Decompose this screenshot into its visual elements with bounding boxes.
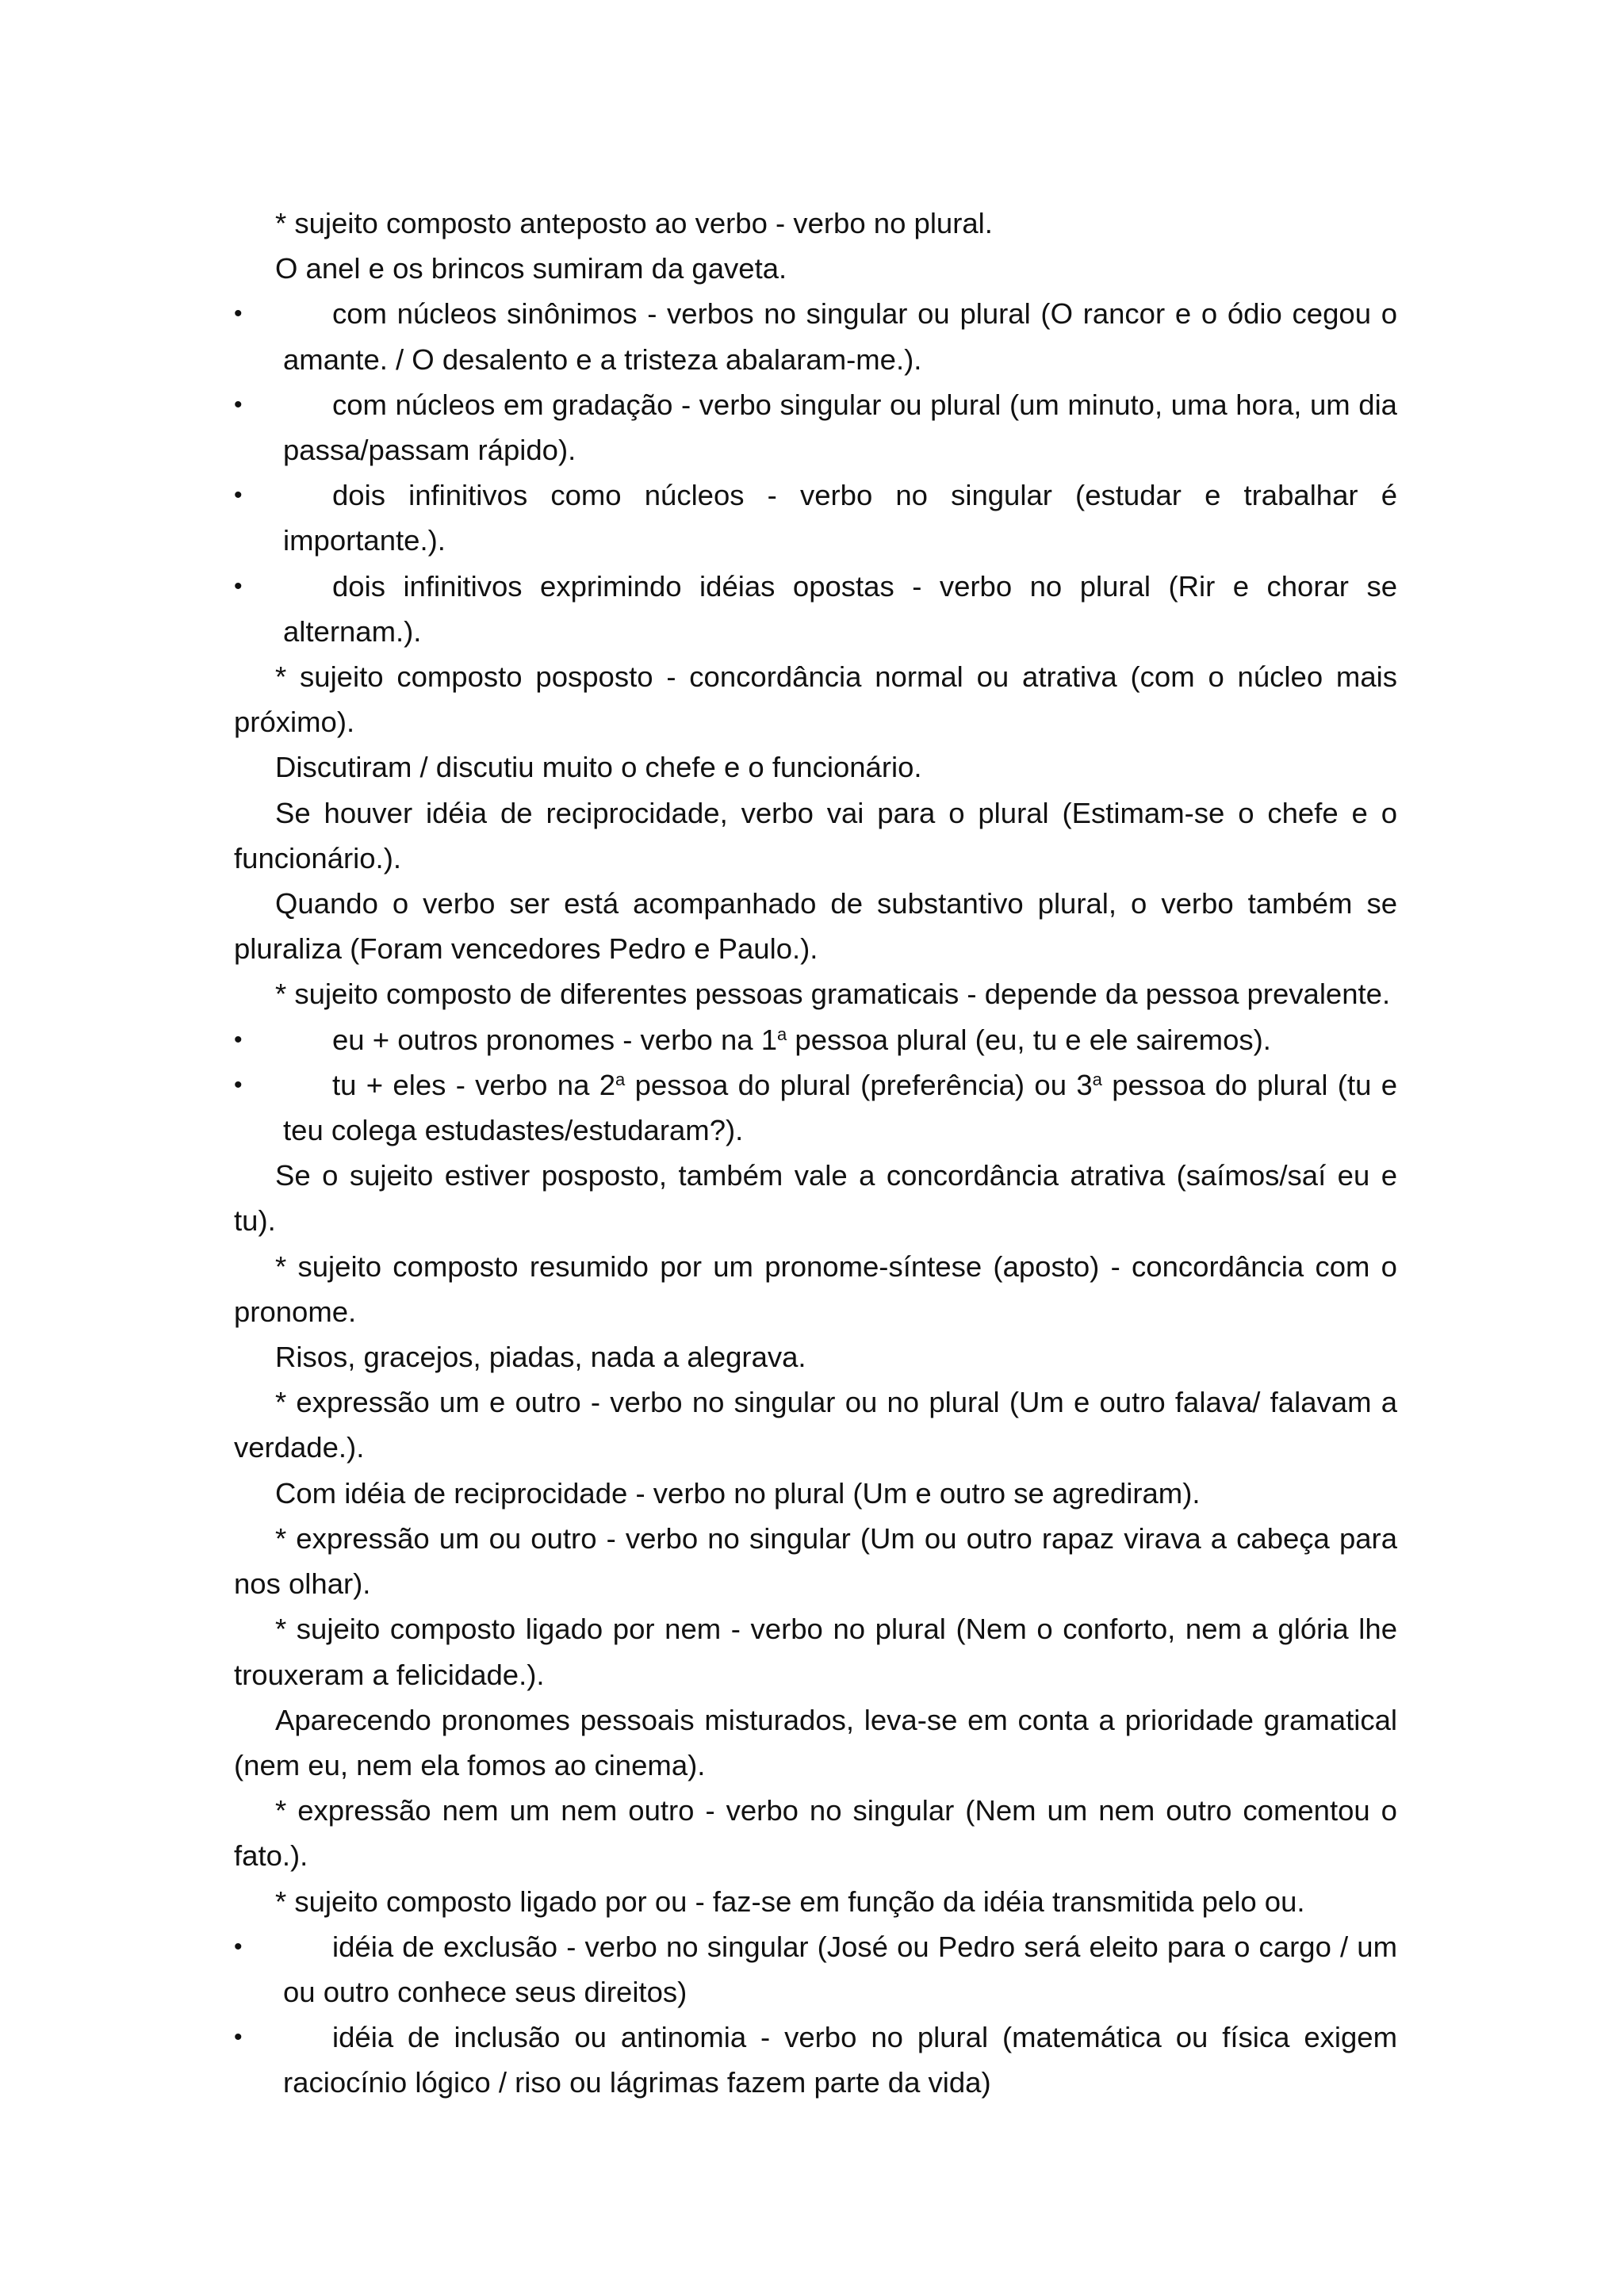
- paragraph: * expressão nem um nem outro - verbo no singular (Nem um nem outro comentou o fato.).: [234, 1794, 1397, 1873]
- paragraph: * expressão um e outro - verbo no singular ou no plural (Um e outro falava/ falavam a verdade.).: [234, 1386, 1397, 1464]
- bullet-item: [234, 1017, 1397, 1062]
- document-body: [234, 201, 1397, 2106]
- text-run: pessoa do plural (tu e teu colega estudastes/estudaram?).: [283, 1068, 1398, 1147]
- paragraph: Se o sujeito estiver posposto, também vale a concordância atrativa (saímos/saí eu e tu).: [234, 1159, 1397, 1238]
- paragraph: * sujeito composto posposto - concordância normal ou atrativa (com o núcleo mais próximo).: [234, 660, 1397, 739]
- paragraph: * sujeito composto anteposto ao verbo - verbo no plural.: [275, 207, 993, 239]
- paragraph: * sujeito composto de diferentes pessoas gramaticais - depende da pessoa prevalente.: [275, 978, 1391, 1011]
- paragraph: Se houver idéia de reciprocidade, verbo vai para o plural (Estimam-se o chefe e o funcionário.).: [234, 796, 1397, 874]
- bullet-item: [234, 1062, 1397, 1153]
- ordinal-superscript: a: [777, 1024, 787, 1044]
- bullet-item: [234, 564, 1397, 654]
- text-run: pessoa plural (eu, tu e ele sairemos).: [787, 1023, 1271, 1056]
- bullet-text: dois infinitivos como núcleos - verbo no singular (estudar e trabalhar é importante.).: [283, 479, 1397, 557]
- paragraph: Com idéia de reciprocidade - verbo no plural (Um e outro se agrediram).: [275, 1476, 1201, 1510]
- bullet-item: [234, 382, 1397, 473]
- ordinal-superscript: a: [1092, 1069, 1102, 1089]
- paragraph: Risos, gracejos, piadas, nada a alegrava.: [275, 1341, 806, 1374]
- text-run: tu + eles - verbo na 2: [332, 1068, 616, 1101]
- paragraph: * sujeito composto ligado por nem - verbo no plural (Nem o conforto, nem a glória lhe trouxeram a felicidade.).: [234, 1613, 1397, 1691]
- paragraph: * sujeito composto ligado por ou - faz-se em função da idéia transmitida pelo ou.: [275, 1885, 1305, 1918]
- bullet-marker: •: [234, 482, 243, 509]
- paragraph: Quando o verbo ser está acompanhado de substantivo plural, o verbo também se pluraliza (Foram vencedores Pedro e Paulo.).: [234, 887, 1397, 966]
- bullet-marker: •: [234, 1933, 243, 1960]
- bullet-marker: •: [234, 391, 243, 418]
- paragraph: * expressão um ou outro - verbo no singular (Um ou outro rapaz virava a cabeça para nos olhar).: [234, 1521, 1397, 1601]
- bullet-item: [234, 473, 1397, 563]
- ordinal-superscript: a: [615, 1069, 626, 1089]
- bullet-text: idéia de exclusão - verbo no singular (José ou Pedro será eleito para o cargo / um ou outro conhece seus direitos): [283, 1930, 1397, 2008]
- bullet-text: com núcleos sinônimos - verbos no singular ou plural (O rancor e o ódio cegou o amante. / O desalento e a tristeza abalaram-me.).: [283, 297, 1397, 376]
- paragraph: Aparecendo pronomes pessoais misturados, leva-se em conta a prioridade gramatical (nem eu, nem ela fomos ao cinema).: [234, 1703, 1397, 1781]
- paragraph: O anel e os brincos sumiram da gaveta.: [275, 252, 787, 285]
- bullet-marker: •: [234, 300, 243, 327]
- bullet-marker: •: [234, 1026, 243, 1053]
- bullet-marker: •: [234, 2024, 243, 2051]
- bullet-marker: •: [234, 1071, 243, 1098]
- paragraph: * sujeito composto resumido por um pronome-síntese (aposto) - concordância com o pronome.: [234, 1249, 1397, 1328]
- bullet-item: [234, 2015, 1397, 2105]
- bullet-text: idéia de inclusão ou antinomia - verbo no plural (matemática ou física exigem raciocínio lógico / riso ou lágrimas fazem parte da vida): [283, 2021, 1397, 2099]
- bullet-text: [283, 1017, 1397, 1062]
- bullet-item: [234, 291, 1397, 381]
- text-run: pessoa do plural (preferência) ou 3: [625, 1068, 1093, 1101]
- bullet-text: dois infinitivos exprimindo idéias opostas - verbo no plural (Rir e chorar se alternam.).: [283, 569, 1397, 648]
- bullet-text: com núcleos em gradação - verbo singular ou plural (um minuto, uma hora, um dia passa/passam rápido).: [283, 388, 1397, 467]
- bullet-marker: •: [234, 572, 243, 599]
- text-run: eu + outros pronomes - verbo na 1: [332, 1023, 778, 1056]
- paragraph: Discutiram / discutiu muito o chefe e o funcionário.: [275, 751, 922, 784]
- bullet-item: [234, 1924, 1397, 2015]
- bullet-text: [283, 1062, 1397, 1153]
